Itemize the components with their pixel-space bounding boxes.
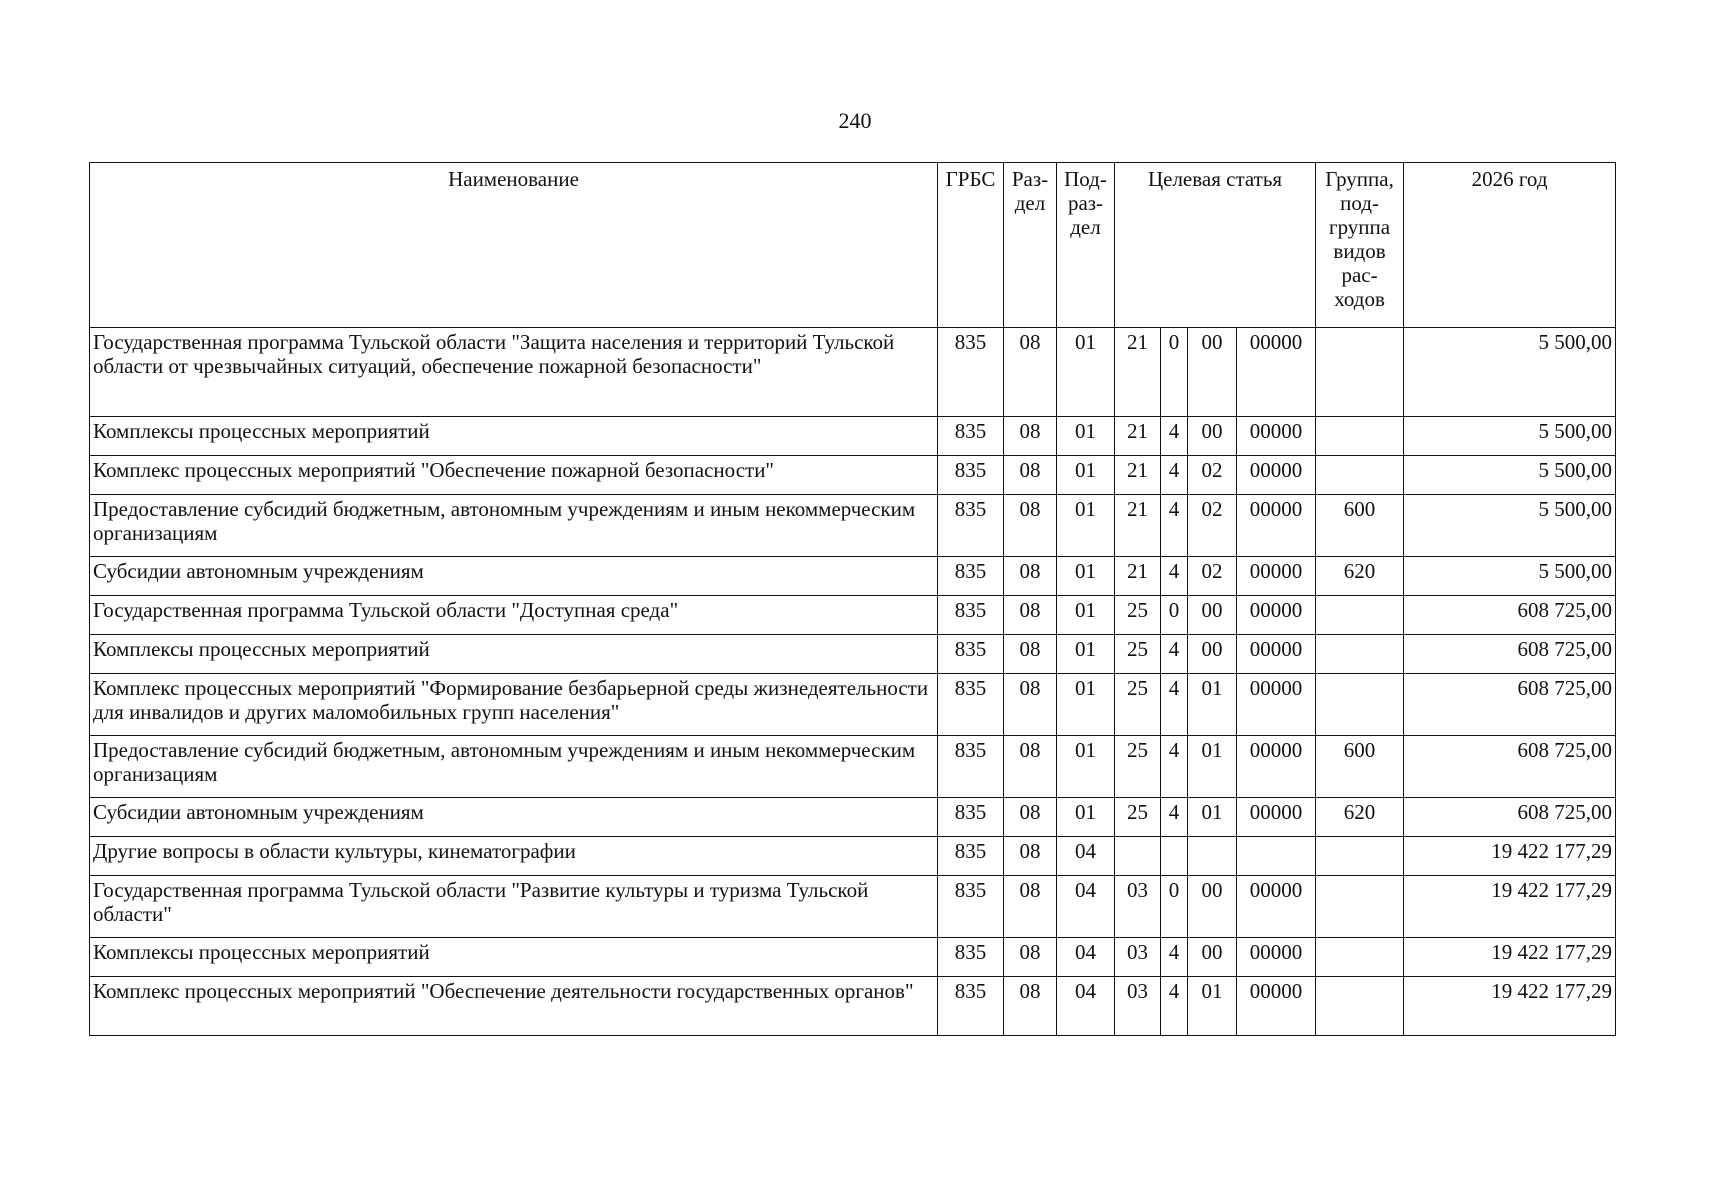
cell-target-direction: 00000 <box>1237 798 1316 837</box>
cell-target-subprogram: 01 <box>1188 977 1237 1036</box>
cell-razdel: 08 <box>1004 557 1057 596</box>
cell-target-type: 4 <box>1161 938 1188 977</box>
cell-target-subprogram: 00 <box>1188 635 1237 674</box>
cell-podrazdel: 01 <box>1057 495 1115 557</box>
cell-expense-group <box>1316 674 1404 736</box>
cell-razdel: 08 <box>1004 876 1057 938</box>
cell-name: Комплекс процессных мероприятий "Обеспечение пожарной безопасности" <box>90 456 938 495</box>
cell-target-subprogram: 02 <box>1188 557 1237 596</box>
cell-podrazdel: 04 <box>1057 876 1115 938</box>
cell-name: Комплексы процессных мероприятий <box>90 938 938 977</box>
cell-amount: 608 725,00 <box>1404 736 1616 798</box>
table-row <box>90 977 1616 1036</box>
cell-name: Государственная программа Тульской области "Защита населения и территорий Тульской области от чрезвычайных ситуаций, обеспечение пожарной безопасности" <box>90 328 938 417</box>
cell-grbs: 835 <box>938 938 1004 977</box>
table-row <box>90 736 1616 798</box>
cell-grbs: 835 <box>938 798 1004 837</box>
cell-target-program <box>1115 837 1161 876</box>
cell-amount: 5 500,00 <box>1404 557 1616 596</box>
cell-target-direction: 00000 <box>1237 328 1316 417</box>
cell-podrazdel: 04 <box>1057 938 1115 977</box>
cell-expense-group <box>1316 596 1404 635</box>
table-row <box>90 596 1616 635</box>
cell-target-subprogram: 01 <box>1188 674 1237 736</box>
cell-podrazdel: 01 <box>1057 557 1115 596</box>
cell-expense-group <box>1316 328 1404 417</box>
cell-grbs: 835 <box>938 736 1004 798</box>
cell-target-subprogram: 00 <box>1188 596 1237 635</box>
cell-razdel: 08 <box>1004 596 1057 635</box>
cell-target-direction: 00000 <box>1237 635 1316 674</box>
page-number: 240 <box>838 108 872 133</box>
cell-target-subprogram: 01 <box>1188 736 1237 798</box>
cell-target-subprogram <box>1188 837 1237 876</box>
cell-name: Комплексы процессных мероприятий <box>90 635 938 674</box>
cell-expense-group <box>1316 456 1404 495</box>
cell-grbs: 835 <box>938 328 1004 417</box>
cell-amount: 19 422 177,29 <box>1404 876 1616 938</box>
cell-target-type: 4 <box>1161 417 1188 456</box>
cell-target-subprogram: 00 <box>1188 417 1237 456</box>
cell-expense-group: 620 <box>1316 557 1404 596</box>
cell-podrazdel: 01 <box>1057 596 1115 635</box>
cell-expense-group <box>1316 938 1404 977</box>
cell-razdel: 08 <box>1004 674 1057 736</box>
cell-target-direction: 00000 <box>1237 417 1316 456</box>
cell-razdel: 08 <box>1004 495 1057 557</box>
cell-razdel: 08 <box>1004 417 1057 456</box>
cell-expense-group <box>1316 977 1404 1036</box>
cell-target-type: 0 <box>1161 328 1188 417</box>
cell-podrazdel: 04 <box>1057 837 1115 876</box>
cell-grbs: 835 <box>938 635 1004 674</box>
header-grbs: ГРБС <box>938 163 1004 328</box>
header-razdel: Раз- дел <box>1004 163 1057 328</box>
header-podrazdel: Под- раз- дел <box>1057 163 1115 328</box>
table-row <box>90 557 1616 596</box>
cell-name: Субсидии автономным учреждениям <box>90 557 938 596</box>
cell-target-direction: 00000 <box>1237 876 1316 938</box>
cell-razdel: 08 <box>1004 456 1057 495</box>
cell-target-program: 03 <box>1115 876 1161 938</box>
cell-expense-group <box>1316 635 1404 674</box>
cell-target-program: 21 <box>1115 456 1161 495</box>
cell-target-program: 25 <box>1115 596 1161 635</box>
cell-podrazdel: 01 <box>1057 417 1115 456</box>
cell-expense-group <box>1316 417 1404 456</box>
cell-target-program: 03 <box>1115 977 1161 1036</box>
cell-podrazdel: 01 <box>1057 328 1115 417</box>
cell-target-direction: 00000 <box>1237 596 1316 635</box>
cell-target-direction: 00000 <box>1237 456 1316 495</box>
cell-target-type: 0 <box>1161 596 1188 635</box>
cell-target-subprogram: 02 <box>1188 456 1237 495</box>
cell-target-subprogram: 00 <box>1188 938 1237 977</box>
cell-grbs: 835 <box>938 876 1004 938</box>
cell-target-program: 21 <box>1115 328 1161 417</box>
cell-grbs: 835 <box>938 596 1004 635</box>
cell-podrazdel: 01 <box>1057 456 1115 495</box>
cell-razdel: 08 <box>1004 938 1057 977</box>
cell-name: Государственная программа Тульской области "Доступная среда" <box>90 596 938 635</box>
cell-razdel: 08 <box>1004 798 1057 837</box>
table-row <box>90 495 1616 557</box>
cell-amount: 19 422 177,29 <box>1404 938 1616 977</box>
table-row <box>90 456 1616 495</box>
table-header-row <box>90 163 1616 328</box>
cell-name: Комплекс процессных мероприятий "Обеспечение деятельности государственных органов" <box>90 977 938 1036</box>
cell-name: Государственная программа Тульской области "Развитие культуры и туризма Тульской области" <box>90 876 938 938</box>
table-row <box>90 938 1616 977</box>
cell-amount: 608 725,00 <box>1404 596 1616 635</box>
cell-target-type: 4 <box>1161 495 1188 557</box>
cell-target-direction: 00000 <box>1237 674 1316 736</box>
cell-target-program: 21 <box>1115 495 1161 557</box>
table-row <box>90 876 1616 938</box>
cell-amount: 5 500,00 <box>1404 328 1616 417</box>
cell-target-program: 25 <box>1115 635 1161 674</box>
header-year: 2026 год <box>1404 163 1616 328</box>
cell-amount: 608 725,00 <box>1404 674 1616 736</box>
cell-target-direction: 00000 <box>1237 977 1316 1036</box>
cell-target-subprogram: 01 <box>1188 798 1237 837</box>
cell-razdel: 08 <box>1004 635 1057 674</box>
cell-target-type: 4 <box>1161 798 1188 837</box>
cell-podrazdel: 01 <box>1057 798 1115 837</box>
cell-target-direction: 00000 <box>1237 495 1316 557</box>
cell-grbs: 835 <box>938 557 1004 596</box>
cell-grbs: 835 <box>938 495 1004 557</box>
cell-podrazdel: 04 <box>1057 977 1115 1036</box>
cell-amount: 5 500,00 <box>1404 417 1616 456</box>
cell-grbs: 835 <box>938 417 1004 456</box>
budget-table <box>89 162 1616 1036</box>
cell-expense-group: 600 <box>1316 736 1404 798</box>
cell-name: Предоставление субсидий бюджетным, автономным учреждениям и иным некоммерческим организациям <box>90 736 938 798</box>
cell-target-subprogram: 02 <box>1188 495 1237 557</box>
cell-razdel: 08 <box>1004 328 1057 417</box>
cell-expense-group <box>1316 837 1404 876</box>
cell-razdel: 08 <box>1004 977 1057 1036</box>
cell-target-type: 4 <box>1161 456 1188 495</box>
table-row <box>90 328 1616 417</box>
cell-podrazdel: 01 <box>1057 736 1115 798</box>
table-row <box>90 635 1616 674</box>
cell-grbs: 835 <box>938 977 1004 1036</box>
cell-amount: 608 725,00 <box>1404 635 1616 674</box>
cell-grbs: 835 <box>938 674 1004 736</box>
cell-grbs: 835 <box>938 456 1004 495</box>
cell-expense-group: 600 <box>1316 495 1404 557</box>
table-row <box>90 837 1616 876</box>
table-row <box>90 674 1616 736</box>
cell-target-program: 21 <box>1115 557 1161 596</box>
table-body <box>90 328 1616 1036</box>
cell-podrazdel: 01 <box>1057 674 1115 736</box>
cell-target-type: 4 <box>1161 674 1188 736</box>
cell-target-direction <box>1237 837 1316 876</box>
cell-target-type: 4 <box>1161 557 1188 596</box>
cell-target-program: 25 <box>1115 736 1161 798</box>
cell-amount: 19 422 177,29 <box>1404 837 1616 876</box>
header-name: Наименование <box>90 163 938 328</box>
cell-name: Предоставление субсидий бюджетным, автономным учреждениям и иным некоммерческим организациям <box>90 495 938 557</box>
cell-target-program: 25 <box>1115 674 1161 736</box>
cell-target-subprogram: 00 <box>1188 876 1237 938</box>
cell-target-program: 21 <box>1115 417 1161 456</box>
table-row <box>90 417 1616 456</box>
cell-amount: 19 422 177,29 <box>1404 977 1616 1036</box>
cell-amount: 5 500,00 <box>1404 495 1616 557</box>
cell-razdel: 08 <box>1004 837 1057 876</box>
cell-target-program: 25 <box>1115 798 1161 837</box>
cell-podrazdel: 01 <box>1057 635 1115 674</box>
cell-target-program: 03 <box>1115 938 1161 977</box>
cell-target-type: 0 <box>1161 876 1188 938</box>
cell-amount: 5 500,00 <box>1404 456 1616 495</box>
cell-name: Комплекс процессных мероприятий "Формирование безбарьерной среды жизнедеятельности для инвалидов и других маломобильных групп населения" <box>90 674 938 736</box>
cell-name: Другие вопросы в области культуры, кинематографии <box>90 837 938 876</box>
cell-expense-group: 620 <box>1316 798 1404 837</box>
table-row <box>90 798 1616 837</box>
cell-name: Комплексы процессных мероприятий <box>90 417 938 456</box>
cell-target-type: 4 <box>1161 736 1188 798</box>
cell-target-type: 4 <box>1161 977 1188 1036</box>
cell-razdel: 08 <box>1004 736 1057 798</box>
cell-target-direction: 00000 <box>1237 938 1316 977</box>
cell-target-type <box>1161 837 1188 876</box>
cell-target-direction: 00000 <box>1237 557 1316 596</box>
cell-amount: 608 725,00 <box>1404 798 1616 837</box>
cell-expense-group <box>1316 876 1404 938</box>
cell-grbs: 835 <box>938 837 1004 876</box>
cell-name: Субсидии автономным учреждениям <box>90 798 938 837</box>
cell-target-type: 4 <box>1161 635 1188 674</box>
cell-target-subprogram: 00 <box>1188 328 1237 417</box>
header-target-article: Целевая статья <box>1115 163 1316 328</box>
header-expense-group: Группа, под- группа видов рас- ходов <box>1316 163 1404 328</box>
cell-target-direction: 00000 <box>1237 736 1316 798</box>
